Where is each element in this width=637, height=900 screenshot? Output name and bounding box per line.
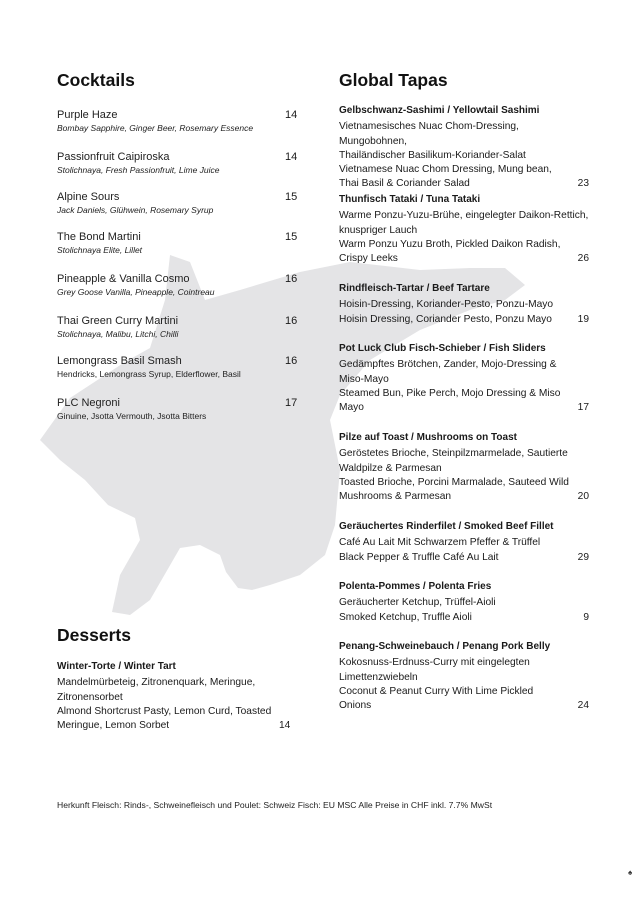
tapas-line: Geröstetes Brioche, Steinpilzmarmelade, Sautierte bbox=[339, 448, 568, 460]
tapas-last-line bbox=[339, 177, 589, 191]
cocktail-desc: Jack Daniels, Glühwein, Rosemary Syrup bbox=[57, 205, 214, 215]
cocktail-desc: Grey Goose Vanilla, Pineapple, Cointreau bbox=[57, 287, 215, 297]
cocktail-name: Thai Green Curry Martini bbox=[57, 315, 179, 327]
cocktail-price: 16 bbox=[285, 273, 298, 285]
tapas-title: Penang-Schweinebauch / Penang Pork Belly bbox=[339, 641, 551, 652]
tapas-line: Miso-Mayo bbox=[339, 373, 389, 385]
cocktail-item bbox=[57, 108, 297, 134]
tapas-line: Crispy Leeks bbox=[339, 253, 398, 265]
dessert-line: Almond Shortcrust Pasty, Lemon Curd, Toasted bbox=[57, 705, 272, 717]
tapas-item bbox=[339, 431, 589, 504]
cocktail-name: Passionfruit Caipiroska bbox=[57, 151, 170, 163]
desserts-heading: Desserts bbox=[57, 625, 131, 645]
tapas-last-line bbox=[339, 490, 589, 504]
tapas-item bbox=[339, 282, 589, 327]
corner-mark: ♠ bbox=[628, 868, 633, 877]
cocktail-name: The Bond Martini bbox=[57, 231, 141, 243]
tapas-title: Thunfisch Tataki / Tuna Tataki bbox=[339, 194, 481, 205]
cocktail-price: 17 bbox=[285, 397, 298, 409]
cocktail-desc: Stolichnaya, Malibu, Litchi, Chilli bbox=[57, 329, 179, 339]
tapas-title: Rindfleisch-Tartar / Beef Tartare bbox=[339, 283, 490, 294]
cocktail-name: Pineapple & Vanilla Cosmo bbox=[57, 273, 190, 285]
cocktail-desc: Hendricks, Lemongrass Syrup, Elderflower, Basil bbox=[57, 369, 241, 379]
tapas-title: Polenta-Pommes / Polenta Fries bbox=[339, 581, 492, 592]
tapas-line: Hoisin Dressing, Coriander Pesto, Ponzu Mayo bbox=[339, 313, 552, 325]
tapas-price: 20 bbox=[577, 491, 589, 503]
cocktail-desc: Ginuine, Jsotta Vermouth, Jsotta Bitters bbox=[57, 411, 207, 421]
tapas-line: Toasted Brioche, Porcini Marmalade, Sauteed Wild bbox=[339, 476, 569, 488]
tapas-last-line bbox=[339, 252, 589, 266]
tapas-line: Onions bbox=[339, 700, 372, 712]
tapas-line: Black Pepper & Truffle Café Au Lait bbox=[339, 551, 499, 563]
cocktail-price: 14 bbox=[285, 109, 298, 121]
cocktail-desc: Stolichnaya Elite, Lillet bbox=[57, 245, 143, 255]
dessert-line: Mandelmürbeteig, Zitronenquark, Meringue, bbox=[57, 677, 256, 689]
cocktail-item bbox=[57, 150, 297, 176]
cocktails-heading: Cocktails bbox=[57, 70, 135, 90]
tapas-line: Geräucherter Ketchup, Trüffel-Aioli bbox=[339, 597, 496, 609]
tapas-item bbox=[339, 193, 589, 266]
tapas-line: Coconut & Peanut Curry With Lime Pickled bbox=[339, 685, 534, 697]
tapas-line: Gedämpftes Brötchen, Zander, Mojo-Dressing & bbox=[339, 359, 557, 371]
cocktail-name: Lemongrass Basil Smash bbox=[57, 355, 182, 367]
tapas-price: 24 bbox=[577, 700, 589, 712]
tapas-price: 9 bbox=[583, 611, 589, 623]
tapas-line: Warm Ponzu Yuzu Broth, Pickled Daikon Radish, bbox=[339, 238, 561, 250]
cocktail-price: 16 bbox=[285, 315, 298, 327]
tapas-line: Vietnamese Nuac Chom Dressing, Mung bean, bbox=[339, 164, 552, 176]
tapas-line: Thai Basil & Coriander Salad bbox=[339, 178, 470, 190]
cocktail-item bbox=[57, 354, 297, 380]
tapas-line: Vietnamesisches Nuac Chom-Dressing, Mungobohnen, bbox=[339, 121, 519, 147]
tapas-last-line bbox=[339, 313, 589, 327]
tapas-title: Pot Luck Club Fisch-Schieber / Fish Sliders bbox=[339, 343, 546, 354]
tapas-line: Hoisin-Dressing, Koriander-Pesto, Ponzu-Mayo bbox=[339, 299, 554, 311]
tapas-price: 23 bbox=[577, 178, 589, 190]
cocktail-name: Purple Haze bbox=[57, 109, 118, 121]
cocktail-name: PLC Negroni bbox=[57, 397, 120, 409]
tapas-item bbox=[339, 104, 589, 192]
tapas-item bbox=[339, 520, 589, 565]
footer-note: Herkunft Fleisch: Rinds-, Schweinefleisch und Poulet: Schweiz Fisch: EU MSC Alle Preise in CHF inkl. 7.7% MwSt bbox=[57, 800, 493, 810]
cocktail-item bbox=[57, 396, 297, 422]
tapas-line: Waldpilze & Parmesan bbox=[339, 462, 442, 474]
dessert-price: 14 bbox=[279, 720, 291, 732]
dessert-last-line bbox=[57, 719, 297, 733]
tapas-line: Café Au Lait Mit Schwarzem Pfeffer & Trüffel bbox=[339, 537, 541, 549]
tapas-last-line bbox=[339, 401, 589, 415]
tapas-price: 29 bbox=[577, 551, 589, 563]
tapas-title: Pilze auf Toast / Mushrooms on Toast bbox=[339, 432, 517, 443]
cocktail-price: 15 bbox=[285, 191, 298, 203]
dessert-item bbox=[57, 660, 297, 733]
tapas-line: Mushrooms & Parmesan bbox=[339, 491, 452, 503]
cocktail-item bbox=[57, 230, 297, 256]
tapas-line: knuspriger Lauch bbox=[339, 224, 418, 236]
tapas-price: 17 bbox=[577, 402, 589, 414]
cocktail-desc: Stolichnaya, Fresh Passionfruit, Lime Juice bbox=[57, 165, 220, 175]
cocktail-desc: Bombay Sapphire, Ginger Beer, Rosemary Essence bbox=[57, 123, 254, 133]
tapas-line: Mayo bbox=[339, 402, 364, 414]
tapas-item bbox=[339, 342, 589, 415]
tapas-last-line bbox=[339, 699, 589, 713]
dessert-title: Winter-Torte / Winter Tart bbox=[57, 661, 176, 672]
tapas-line: Limettenzwiebeln bbox=[339, 671, 418, 683]
tapas-item bbox=[339, 640, 589, 713]
tapas-title: Geräuchertes Rinderfilet / Smoked Beef Fillet bbox=[339, 521, 554, 532]
cocktail-item bbox=[57, 190, 297, 216]
dessert-line: Zitronensorbet bbox=[57, 691, 123, 703]
tapas-price: 19 bbox=[577, 313, 589, 325]
tapas-last-line bbox=[339, 611, 589, 625]
tapas-price: 26 bbox=[577, 253, 589, 265]
tapas-item bbox=[339, 580, 589, 625]
cocktail-name: Alpine Sours bbox=[57, 191, 120, 203]
cocktail-item bbox=[57, 314, 297, 340]
tapas-line: Steamed Bun, Pike Perch, Mojo Dressing & Miso bbox=[339, 387, 561, 399]
dessert-line: Meringue, Lemon Sorbet bbox=[57, 720, 170, 732]
cocktail-price: 14 bbox=[285, 151, 298, 163]
tapas-last-line bbox=[339, 551, 589, 565]
tapas-line: Smoked Ketchup, Truffle Aioli bbox=[339, 611, 472, 623]
tapas-line: Kokosnuss-Erdnuss-Curry mit eingelegten bbox=[339, 657, 530, 669]
tapas-heading: Global Tapas bbox=[339, 70, 448, 90]
tapas-title: Gelbschwanz-Sashimi / Yellowtail Sashimi bbox=[339, 105, 540, 116]
cocktail-price: 15 bbox=[285, 231, 298, 243]
cocktail-price: 16 bbox=[285, 355, 298, 367]
cocktail-item bbox=[57, 272, 297, 298]
tapas-line: Thailändischer Basilikum-Koriander-Salat bbox=[339, 149, 526, 161]
tapas-line: Warme Ponzu-Yuzu-Brühe, eingelegter Daikon-Rettich, bbox=[339, 210, 589, 222]
